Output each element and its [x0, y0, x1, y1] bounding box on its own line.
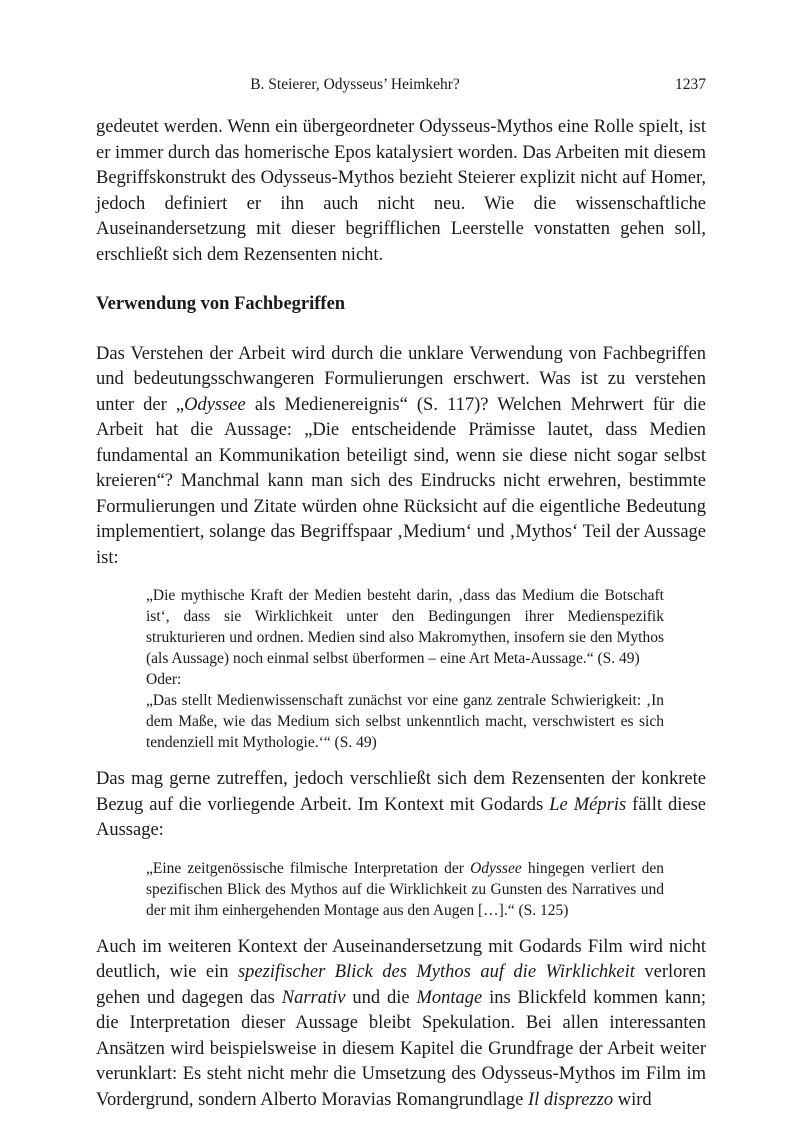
text-run: Das Verstehen der Arbeit wird durch die unklare Verwendung von Fachbegriffen und bedeutungsschwangeren Formulierungen erschwert. Was ist zu verstehen unter der „ — [96, 343, 706, 415]
text-run: wird — [613, 1089, 652, 1110]
block-quote-medien — [96, 585, 706, 753]
italic-title: Il disprezzo — [527, 1089, 614, 1110]
text-run: Auch im weiteren Kontext der Auseinandersetzung mit Godards Film wird nicht deutlich, wie ein — [96, 936, 706, 982]
italic-title: Odyssee — [184, 394, 246, 415]
text-run: als Medienereignis“ (S. 117)? Welchen Mehrwert für die Arbeit hat die Aussage: „Die entscheidende Prämisse lautet, dass Medien fundamental an Kommunikation beteiligt sind, wenn sie diese nicht sogar selbst kreieren“? Manchmal kann man sich des Eindrucks nicht erwehren, bestimmte Formulierungen und Zitate würden ohne Rücksicht auf die eigentliche Bedeutung implementiert, solange das Begriffspaar ‚Medium‘ und ‚Mythos‘ Teil der Aussage ist: — [96, 394, 706, 568]
italic-title: Le Mépris — [549, 794, 627, 815]
paragraph-le-mepris — [96, 767, 706, 844]
section-heading: Verwendung von Fachbegriffen — [96, 294, 346, 314]
italic-term: Narrativ — [281, 987, 346, 1008]
page-body — [96, 115, 706, 1113]
text-run: verloren gehen und dagegen das — [96, 962, 706, 1008]
text-run: Das mag gerne zutreffen, jedoch verschließt sich dem Rezensenten der konkrete Bezug auf die vorliegende Arbeit. Im Kontext mit Godards — [96, 769, 706, 815]
text-run: hingegen verliert den spezifischen Blick des Mythos auf die Wirklichkeit zu Gunsten des Narratives und der mit ihm einhergehenden Montage aus den Augen […].“ (S. 125) — [146, 859, 664, 919]
paragraph-fachbegriffe — [96, 342, 706, 572]
italic-phrase: spezifischer Blick des Mythos auf die Wirklichkeit — [237, 962, 635, 982]
page-number: 1237 — [675, 76, 706, 93]
quote-connector: Oder: — [146, 671, 182, 688]
running-title: B. Steierer, Odysseus’ Heimkehr? — [250, 76, 460, 93]
italic-term: Montage — [416, 987, 483, 1008]
italic-title: Odyssee — [470, 859, 522, 877]
quote-text — [146, 858, 664, 921]
text-run: fällt diese Aussage: — [96, 794, 706, 840]
running-header — [96, 74, 706, 96]
text-run: ins Blickfeld kommen kann; die Interpretation dieser Aussage bleibt Spekulation. Bei allen interessanten Ansätzen wird beispielsweise in diesem Kapitel die Grundfrage der Arbeit weiter verunklart: Es steht nicht mehr die Umsetzung des Odysseus-Mythos im Film im Vordergrund, sondern Alberto Moravias Romangrundlage — [96, 987, 706, 1110]
paragraph-godard-film — [96, 935, 706, 1114]
text-run: „Eine zeitgenössische filmische Interpretation der — [146, 859, 471, 877]
block-quote-odyssee — [96, 858, 706, 921]
quote-text: „Die mythische Kraft der Medien besteht darin, ‚dass das Medium die Botschaft ist‘, dass sie Wirklichkeit unter den Bedingungen ihrer Medienspezifik strukturieren und ordnen. Medien sind also Makromythen, insofern sie den Mythos (als Aussage) noch einmal selbst überformen – eine Art Meta-Aussage.“ (S. 49) — [146, 587, 664, 667]
text-run: und die — [345, 987, 417, 1008]
quote-text: „Das stellt Medienwissenschaft zunächst vor eine ganz zentrale Schwierigkeit: ‚In dem Maße, wie das Medium sich selbst unkenntlich macht, verschwistert es sich tendenziell mit Mythologie.‘“ (S. 49) — [146, 692, 664, 751]
paragraph-odysseus-mythos: gedeutet werden. Wenn ein übergeordneter Odysseus-Mythos eine Rolle spielt, ist er immer durch das homerische Epos katalysiert worden. Das Arbeiten mit diesem Begriffskonstrukt des Odysseus-Mythos bezieht Steierer explizit nicht auf Homer, jedoch definiert er ihn auch nicht neu. Wie die wissenschaftliche Auseinandersetzung mit dieser begrifflichen Leerstelle vonstatten gehen soll, erschließt sich dem Rezensenten nicht. — [96, 117, 706, 265]
